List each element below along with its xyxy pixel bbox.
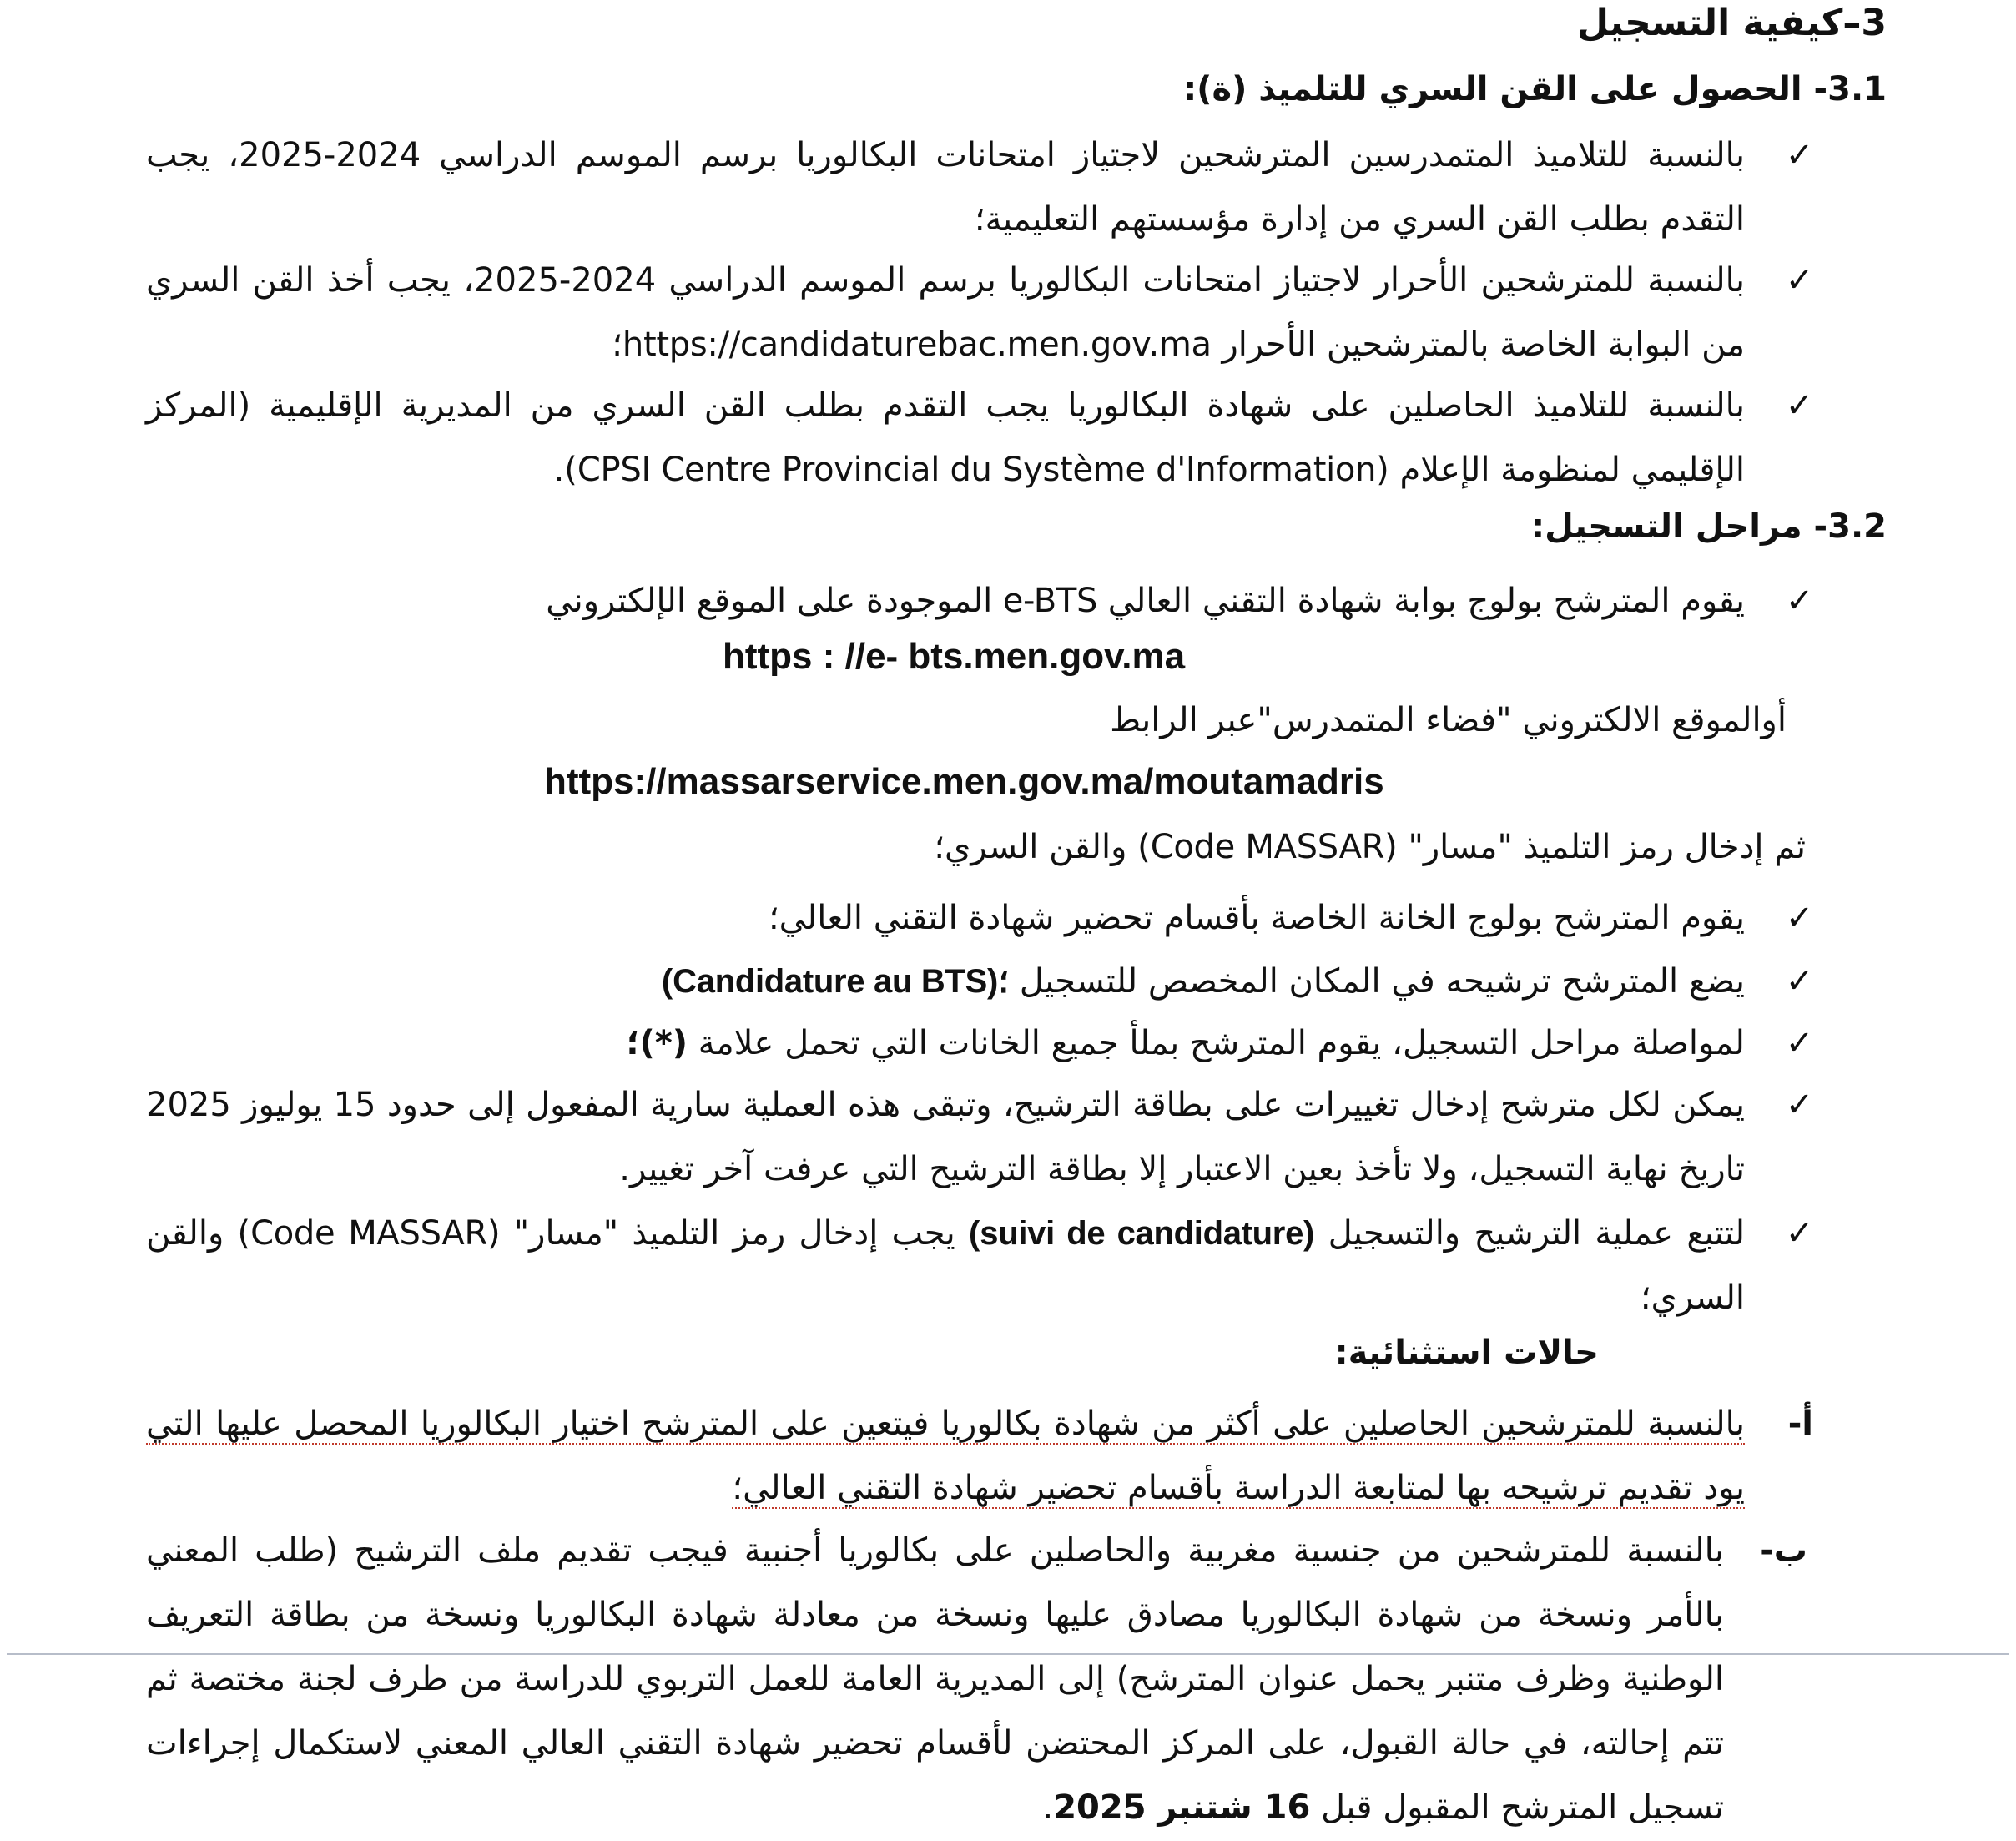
checkmark-icon: ✓ [1785, 1024, 1813, 1062]
list-item: ✓ لتتبع عملية الترشيح والتسجيل (suivi de candidature) يجب إدخال رمز التلميذ "مسار" (Code MASSAR) والقن السري؛ [146, 1202, 1745, 1330]
section-title: 3–كيفية التسجيل [1576, 2, 1887, 44]
list-marker: ب- [1760, 1531, 1807, 1570]
enter-code-text: ثم إدخال رمز التلميذ "مسار" (Code MASSAR) والقن السري؛ [934, 828, 1806, 866]
checkmark-icon: ✓ [1785, 386, 1813, 425]
list-marker: أ- [1787, 1405, 1813, 1443]
list-item: ✓ بالنسبة للتلاميذ المتمدرسين المترشحين لاجتياز امتحانات البكالوريا برسم الموسم الدراسي 2024-2025، يجب التقدم بطلب القن السري من إدارة مؤسستهم التعليمية؛ [146, 124, 1745, 252]
required-mark: (*)؛ [626, 1024, 688, 1062]
checkmark-icon: ✓ [1785, 136, 1813, 174]
exception-item-b: ب- بالنسبة للمترشحين من جنسية مغربية والحاصلين على بكالوريا أجنبية فيجب تقديم ملف الترشيح (طلب المعني بالأمر ونسخة من شهادة البكالوريا مصادق عليها ونسخة من معادلة شهادة البكالوريا ونسخة من بطاقة التعريف الوطنية وظرف متنبر يحمل عنوان المترشح) إلى المديرية العامة للعمل التربوي للدراسة من طرف لجنة مختصة ثم تتم إحالته، في حالة القبول، على المركز المحتضن لأقسام تحضير شهادة التقني العالي المعني لاستكمال إجراءات تسجيل المترشح المقبول قبل 16 شتنبر 2025. [146, 1519, 1724, 1840]
subsection-3-2-title: 3.2- مراحل التسجيل: [1531, 507, 1887, 546]
massar-url-link[interactable]: https://massarservice.men.gov.ma/moutamadris [544, 761, 1384, 802]
ebts-url-link[interactable]: https : //e- bts.men.gov.ma [723, 636, 1186, 677]
exceptions-title: حالات استثنائية: [1334, 1334, 1599, 1372]
checkmark-icon: ✓ [1785, 261, 1813, 300]
deadline-date: 16 شتنبر 2025 [1053, 1788, 1311, 1827]
checkmark-icon: ✓ [1785, 899, 1813, 937]
list-item: ✓ يضع المترشح ترشيحه في المكان المخصص للتسجيل (Candidature au BTS)؛ [146, 950, 1745, 1014]
list-item: ✓ لمواصلة مراحل التسجيل، يقوم المترشح بملأ جميع الخانات التي تحمل علامة (*)؛ [146, 1011, 1745, 1076]
checkmark-icon: ✓ [1785, 1214, 1813, 1253]
subsection-3-1-title: 3.1- الحصول على القن السري للتلميذ (ة): [1183, 70, 1887, 108]
suivi-label: (suivi de candidature) [968, 1215, 1315, 1252]
checkmark-icon: ✓ [1785, 962, 1813, 1001]
checkmark-icon: ✓ [1785, 582, 1813, 620]
candidature-label: (Candidature au BTS)؛ [661, 963, 1010, 1000]
page-fold-line [7, 1653, 2009, 1655]
exception-item-a: أ- بالنسبة للمترشحين الحاصلين على أكثر من شهادة بكالوريا فيتعين على المترشح اختيار البكالوريا المحصل عليها التي يود تقديم ترشيحه بها لمتابعة الدراسة بأقسام تحضير شهادة التقني العالي؛ [146, 1392, 1745, 1521]
list-item: ✓ يمكن لكل مترشح إدخال تغييرات على بطاقة الترشيح، وتبقى هذه العملية سارية المفعول إلى حدود 15 يوليوز 2025 تاريخ نهاية التسجيل، ولا تأخذ بعين الاعتبار إلا بطاقة الترشيح التي عرفت آخر تغيير. [146, 1073, 1745, 1202]
alt-site-text: أوالموقع الالكتروني "فضاء المتمدرس"عبر الرابط [1110, 701, 1787, 739]
list-item: ✓ يقوم المترشح بولوج بوابة شهادة التقني العالي e-BTS الموجودة على الموقع الإلكتروني [146, 569, 1745, 633]
list-item: ✓ يقوم المترشح بولوج الخانة الخاصة بأقسام تحضير شهادة التقني العالي؛ [146, 886, 1745, 951]
checkmark-icon: ✓ [1785, 1086, 1813, 1124]
list-item: ✓ بالنسبة للمترشحين الأحرار لاجتياز امتحانات البكالوريا برسم الموسم الدراسي 2024-2025، يجب أخذ القن السري من البوابة الخاصة بالمترشحين الأحرار https://candidaturebac.men.gov.ma؛ [146, 249, 1745, 377]
list-item: ✓ بالنسبة للتلاميذ الحاصلين على شهادة البكالوريا يجب التقدم بطلب القن السري من المديرية الإقليمية (المركز الإقليمي لمنظومة الإعلام (CPSI Centre Provincial du Système d'Information). [146, 374, 1745, 502]
